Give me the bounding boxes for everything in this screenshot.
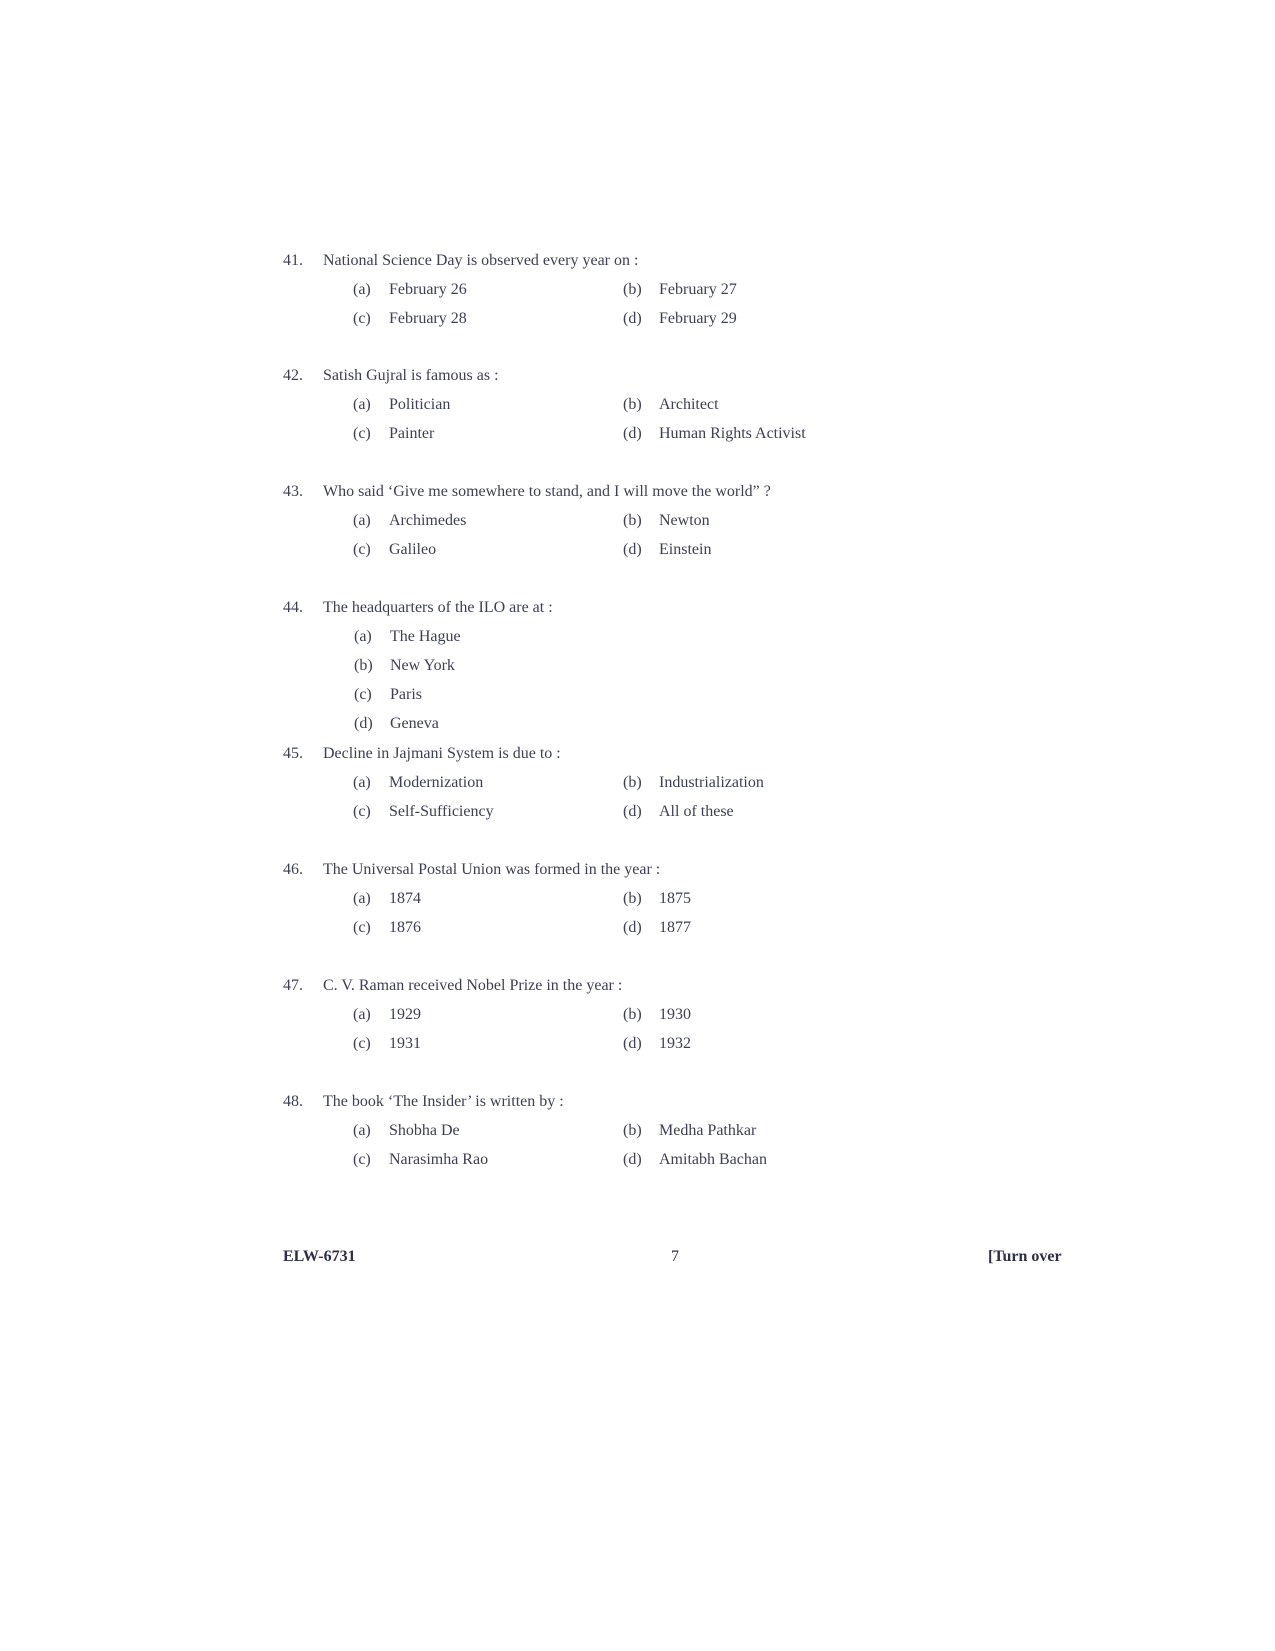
option-d	[623, 797, 734, 826]
question-text: The book ‘The Insider’ is written by :	[323, 1093, 564, 1110]
option-row	[283, 1145, 1103, 1174]
option-letter: (d)	[623, 310, 642, 327]
option-row	[283, 680, 1103, 709]
question-stem	[283, 247, 1103, 275]
option-row	[283, 1029, 1103, 1058]
option-text: Medha Pathkar	[659, 1122, 757, 1139]
option-text: 1932	[659, 1035, 691, 1052]
option-text: Archimedes	[389, 512, 467, 529]
option-b	[623, 768, 764, 797]
question-text: The Universal Postal Union was formed in the year :	[323, 861, 661, 878]
question-text: Decline in Jajmani System is due to :	[323, 745, 561, 762]
question-41	[283, 247, 1103, 333]
option-letter: (a)	[353, 396, 371, 413]
option-text: February 27	[659, 281, 737, 298]
option-d	[623, 1029, 691, 1058]
option-d	[354, 709, 439, 738]
option-c	[353, 419, 434, 448]
option-c	[353, 535, 436, 564]
option-text: Architect	[659, 396, 719, 413]
option-letter: (b)	[623, 1006, 642, 1023]
question-text: Who said ‘Give me somewhere to stand, and I will move the world” ?	[323, 483, 771, 500]
option-letter: (c)	[353, 425, 371, 442]
option-letter: (b)	[354, 657, 373, 674]
option-row	[283, 506, 1103, 535]
question-43	[283, 478, 1103, 564]
option-a	[353, 390, 450, 419]
option-d	[623, 913, 691, 942]
question-stem	[283, 362, 1103, 390]
question-45	[283, 740, 1103, 826]
option-b	[623, 275, 737, 304]
question-stem	[283, 740, 1103, 768]
question-stem	[283, 856, 1103, 884]
option-letter: (b)	[623, 774, 642, 791]
option-row	[283, 768, 1103, 797]
option-b	[623, 1116, 756, 1145]
option-row	[283, 419, 1103, 448]
question-number: 44.	[283, 599, 303, 616]
question-text: Satish Gujral is famous as :	[323, 367, 499, 384]
question-42	[283, 362, 1103, 448]
option-a	[353, 884, 421, 913]
option-a	[354, 622, 461, 651]
option-letter: (d)	[623, 1035, 642, 1052]
option-a	[353, 1000, 421, 1029]
option-text: Self-Sufficiency	[389, 803, 494, 820]
option-c	[353, 797, 494, 826]
option-letter: (c)	[353, 803, 371, 820]
option-d	[623, 535, 711, 564]
question-46	[283, 856, 1103, 942]
option-text: Painter	[389, 425, 435, 442]
option-letter: (d)	[354, 715, 373, 732]
option-text: Amitabh Bachan	[659, 1151, 767, 1168]
option-a	[353, 506, 466, 535]
option-text: February 29	[659, 310, 737, 327]
option-letter: (a)	[353, 774, 371, 791]
option-letter: (a)	[353, 1122, 371, 1139]
option-b	[623, 506, 710, 535]
option-row	[283, 1116, 1103, 1145]
option-letter: (c)	[353, 541, 371, 558]
option-d	[623, 419, 806, 448]
option-row	[283, 1000, 1103, 1029]
option-text: New York	[390, 657, 455, 674]
option-text: Modernization	[389, 774, 484, 791]
option-text: 1876	[389, 919, 421, 936]
option-letter: (b)	[623, 1122, 642, 1139]
question-number: 48.	[283, 1093, 303, 1110]
option-text: 1929	[389, 1006, 421, 1023]
option-c	[353, 1029, 421, 1058]
option-letter: (c)	[353, 1151, 371, 1168]
question-number: 46.	[283, 861, 303, 878]
option-letter: (d)	[623, 425, 642, 442]
question-number: 41.	[283, 252, 303, 269]
option-text: Shobha De	[389, 1122, 460, 1139]
option-row	[283, 304, 1103, 333]
option-row	[283, 797, 1103, 826]
option-letter: (c)	[353, 310, 371, 327]
option-text: 1875	[659, 890, 691, 907]
question-text: National Science Day is observed every year on :	[323, 252, 639, 269]
question-48	[283, 1088, 1103, 1174]
option-text: The Hague	[390, 628, 461, 645]
option-row	[283, 390, 1103, 419]
option-text: February 28	[389, 310, 467, 327]
question-number: 42.	[283, 367, 303, 384]
question-number: 47.	[283, 977, 303, 994]
option-c	[353, 913, 421, 942]
option-letter: (d)	[623, 803, 642, 820]
option-letter: (c)	[353, 919, 371, 936]
option-text: Narasimha Rao	[389, 1151, 489, 1168]
option-letter: (b)	[623, 512, 642, 529]
option-text: Paris	[390, 686, 422, 703]
option-text: 1877	[659, 919, 691, 936]
option-row	[283, 913, 1103, 942]
option-text: February 26	[389, 281, 467, 298]
option-letter: (c)	[354, 686, 372, 703]
option-text: All of these	[659, 803, 734, 820]
option-text: Politician	[389, 396, 451, 413]
option-text: Geneva	[390, 715, 439, 732]
turn-over-note: [Turn over	[988, 1248, 1062, 1265]
option-letter: (d)	[623, 919, 642, 936]
option-letter: (d)	[623, 541, 642, 558]
option-row	[283, 709, 1103, 738]
option-b	[623, 884, 691, 913]
option-row	[283, 884, 1103, 913]
option-a	[353, 768, 483, 797]
option-b	[623, 390, 719, 419]
option-a	[353, 275, 467, 304]
question-text: C. V. Raman received Nobel Prize in the year :	[323, 977, 623, 994]
option-letter: (a)	[354, 628, 372, 645]
option-text: 1930	[659, 1006, 691, 1023]
question-number: 43.	[283, 483, 303, 500]
option-text: Human Rights Activist	[659, 425, 806, 442]
option-b	[354, 651, 455, 680]
option-row	[283, 535, 1103, 564]
question-number: 45.	[283, 745, 303, 762]
option-d	[623, 1145, 767, 1174]
option-row	[283, 275, 1103, 304]
option-text: Galileo	[389, 541, 437, 558]
option-letter: (b)	[623, 890, 642, 907]
question-stem	[283, 478, 1103, 506]
question-stem	[283, 594, 1103, 622]
option-text: 1931	[389, 1035, 421, 1052]
option-row	[283, 651, 1103, 680]
option-text: Einstein	[659, 541, 712, 558]
option-letter: (a)	[353, 1006, 371, 1023]
option-letter: (a)	[353, 890, 371, 907]
question-stem	[283, 1088, 1103, 1116]
question-47	[283, 972, 1103, 1058]
option-letter: (c)	[353, 1035, 371, 1052]
question-44	[283, 594, 1103, 738]
option-letter: (d)	[623, 1151, 642, 1168]
option-text: Newton	[659, 512, 710, 529]
option-letter: (b)	[623, 396, 642, 413]
option-b	[623, 1000, 691, 1029]
option-c	[354, 680, 422, 709]
option-text: Industrialization	[659, 774, 764, 791]
option-row	[283, 622, 1103, 651]
option-letter: (b)	[623, 281, 642, 298]
option-letter: (a)	[353, 281, 371, 298]
option-letter: (a)	[353, 512, 371, 529]
option-d	[623, 304, 737, 333]
option-a	[353, 1116, 460, 1145]
option-c	[353, 1145, 488, 1174]
page-number: 7	[671, 1248, 679, 1265]
paper-code: ELW-6731	[283, 1248, 356, 1265]
question-stem	[283, 972, 1103, 1000]
question-text: The headquarters of the ILO are at :	[323, 599, 553, 616]
option-c	[353, 304, 467, 333]
option-text: 1874	[389, 890, 421, 907]
